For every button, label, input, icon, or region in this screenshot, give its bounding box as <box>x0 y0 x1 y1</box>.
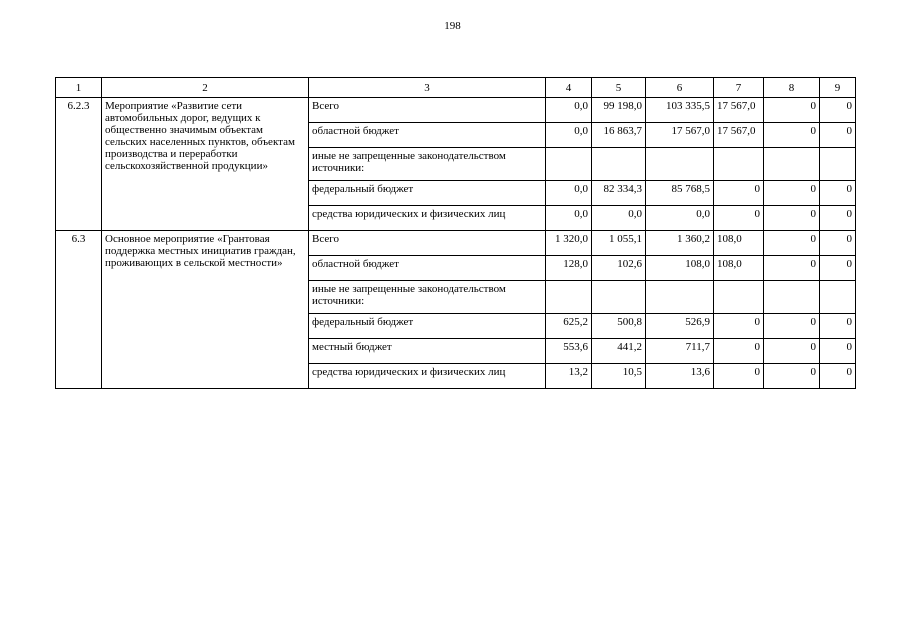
value-cell: 108,0 <box>714 231 764 256</box>
funding-source: Всего <box>309 231 546 256</box>
funding-source: иные не запрещенные законодательством источники: <box>309 281 546 314</box>
value-cell: 16 863,7 <box>592 123 646 148</box>
value-cell <box>646 148 714 181</box>
column-header: 4 <box>546 78 592 98</box>
funding-source: областной бюджет <box>309 256 546 281</box>
column-header: 6 <box>646 78 714 98</box>
funding-source: иные не запрещенные законодательством источники: <box>309 148 546 181</box>
value-cell: 0 <box>764 123 820 148</box>
value-cell <box>714 281 764 314</box>
value-cell: 103 335,5 <box>646 98 714 123</box>
value-cell: 0,0 <box>592 206 646 231</box>
value-cell <box>820 281 856 314</box>
budget-table <box>55 77 856 389</box>
value-cell: 0 <box>764 98 820 123</box>
section-code: 6.2.3 <box>56 98 102 231</box>
funding-source: средства юридических и физических лиц <box>309 364 546 389</box>
page-number: 198 <box>444 20 461 32</box>
column-header: 2 <box>102 78 309 98</box>
value-cell: 0,0 <box>546 206 592 231</box>
value-cell: 0 <box>764 339 820 364</box>
section-name: Основное мероприятие «Грантовая поддержка местных инициатив граждан, проживающих в сельской местности» <box>102 231 309 389</box>
value-cell: 102,6 <box>592 256 646 281</box>
column-header: 5 <box>592 78 646 98</box>
value-cell: 85 768,5 <box>646 181 714 206</box>
value-cell: 0 <box>714 314 764 339</box>
value-cell: 1 055,1 <box>592 231 646 256</box>
value-cell: 526,9 <box>646 314 714 339</box>
value-cell: 0 <box>820 206 856 231</box>
value-cell: 0 <box>820 256 856 281</box>
section-name: Мероприятие «Развитие сети автомобильных дорог, ведущих к общественно значимым объектам сельских населенных пунктов, объектам производства и переработки сельскохозяйственной продукции» <box>102 98 309 231</box>
value-cell <box>764 148 820 181</box>
value-cell: 711,7 <box>646 339 714 364</box>
table-row <box>56 231 856 256</box>
value-cell <box>592 281 646 314</box>
table-row <box>56 98 856 123</box>
column-header: 8 <box>764 78 820 98</box>
value-cell: 0 <box>820 314 856 339</box>
column-header: 9 <box>820 78 856 98</box>
value-cell: 0 <box>764 206 820 231</box>
funding-source: Всего <box>309 98 546 123</box>
value-cell <box>646 281 714 314</box>
value-cell: 0 <box>764 314 820 339</box>
funding-source: местный бюджет <box>309 339 546 364</box>
value-cell: 0 <box>820 231 856 256</box>
value-cell: 0 <box>764 256 820 281</box>
column-header: 1 <box>56 78 102 98</box>
column-number-row <box>56 78 856 98</box>
value-cell: 82 334,3 <box>592 181 646 206</box>
value-cell: 108,0 <box>714 256 764 281</box>
value-cell: 0 <box>820 339 856 364</box>
value-cell: 10,5 <box>592 364 646 389</box>
column-header: 3 <box>309 78 546 98</box>
value-cell: 17 567,0 <box>646 123 714 148</box>
value-cell: 13,2 <box>546 364 592 389</box>
value-cell: 0,0 <box>546 123 592 148</box>
value-cell: 0 <box>820 364 856 389</box>
value-cell: 0 <box>764 181 820 206</box>
value-cell <box>546 148 592 181</box>
value-cell: 0 <box>714 206 764 231</box>
funding-source: областной бюджет <box>309 123 546 148</box>
value-cell: 0 <box>764 364 820 389</box>
value-cell: 128,0 <box>546 256 592 281</box>
value-cell: 17 567,0 <box>714 98 764 123</box>
funding-source: федеральный бюджет <box>309 314 546 339</box>
value-cell <box>592 148 646 181</box>
funding-source: федеральный бюджет <box>309 181 546 206</box>
value-cell <box>820 148 856 181</box>
value-cell: 0 <box>714 181 764 206</box>
value-cell: 0 <box>820 98 856 123</box>
value-cell: 0 <box>714 339 764 364</box>
value-cell: 500,8 <box>592 314 646 339</box>
value-cell: 625,2 <box>546 314 592 339</box>
value-cell: 99 198,0 <box>592 98 646 123</box>
value-cell: 0,0 <box>546 181 592 206</box>
value-cell: 441,2 <box>592 339 646 364</box>
value-cell: 108,0 <box>646 256 714 281</box>
value-cell: 0,0 <box>646 206 714 231</box>
value-cell: 0 <box>714 364 764 389</box>
value-cell <box>764 281 820 314</box>
value-cell: 1 320,0 <box>546 231 592 256</box>
section-code: 6.3 <box>56 231 102 389</box>
value-cell: 0 <box>820 123 856 148</box>
value-cell <box>714 148 764 181</box>
funding-source: средства юридических и физических лиц <box>309 206 546 231</box>
value-cell: 0 <box>820 181 856 206</box>
value-cell: 0,0 <box>546 98 592 123</box>
value-cell: 553,6 <box>546 339 592 364</box>
value-cell: 13,6 <box>646 364 714 389</box>
column-header: 7 <box>714 78 764 98</box>
value-cell: 0 <box>764 231 820 256</box>
value-cell: 1 360,2 <box>646 231 714 256</box>
value-cell: 17 567,0 <box>714 123 764 148</box>
value-cell <box>546 281 592 314</box>
